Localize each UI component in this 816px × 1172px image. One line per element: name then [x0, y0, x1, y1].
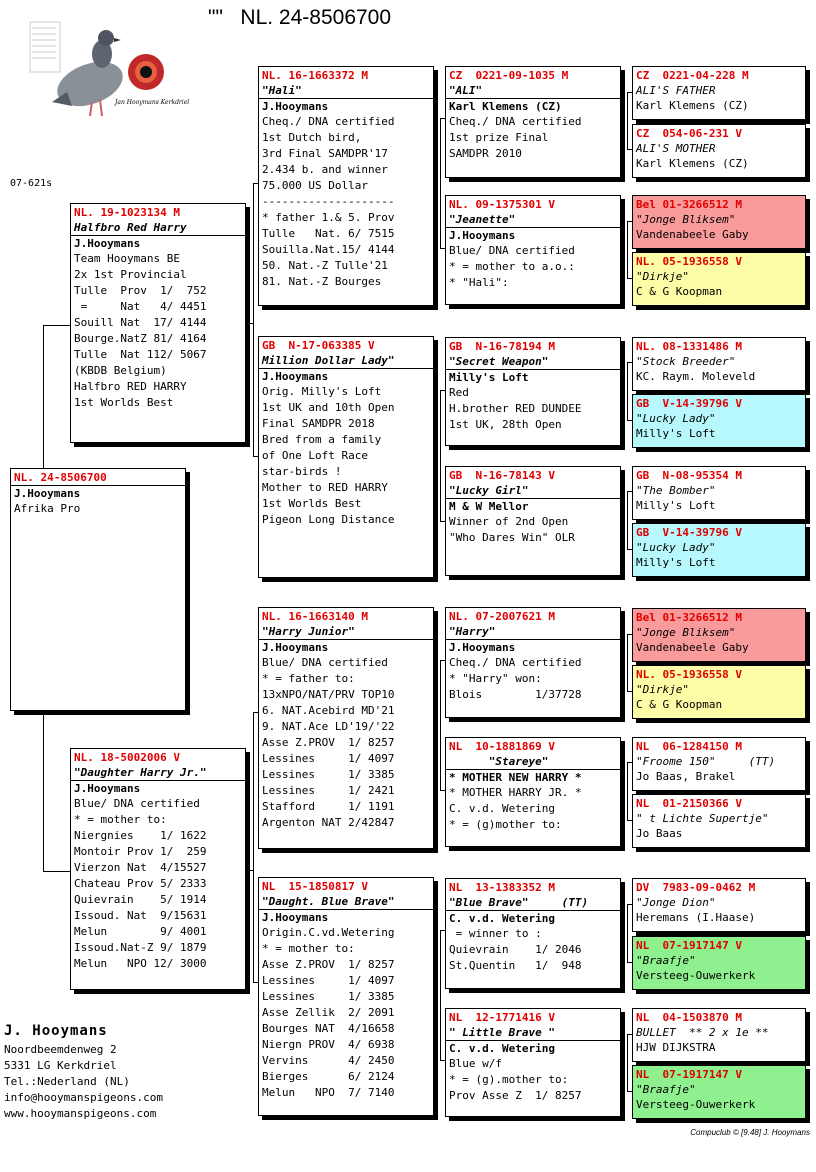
ring-number: NL. 16-1663372 M — [262, 69, 368, 82]
pigeon-name: "The Bomber" — [636, 484, 716, 497]
pigeon-name: Halfbro Red Harry — [71, 220, 245, 236]
owner-name: Versteeg-Ouwerkerk — [636, 969, 756, 982]
ring-number: Bel 01-3266512 M — [636, 611, 742, 624]
info-line: 9. NAT.Ace LD'19/'22 — [262, 720, 395, 733]
ring-number: Bel 01-3266512 M — [636, 198, 742, 211]
ring-number: NL. 09-1375301 V — [449, 198, 555, 211]
info-line: 1st Worlds Best — [74, 396, 174, 409]
info-line: 1st Dutch bird, — [262, 131, 362, 144]
ancestor-card — [632, 608, 806, 662]
pigeon-name: "Daughter Harry Jr." — [71, 765, 245, 781]
info-line: -------------------- — [262, 195, 395, 208]
info-line: Tulle Prov 1/ 752 — [74, 284, 207, 297]
ring-number: GB V-14-39796 V — [636, 397, 742, 410]
owner-name: Milly's Loft — [636, 499, 716, 512]
breeder-contact — [4, 1020, 163, 1122]
breeder-website[interactable]: www.hooymanspigeons.com — [4, 1107, 157, 1120]
logo-caption: Jan Hooymans Kerkdriel — [115, 99, 190, 106]
owner-name: C & G Koopman — [636, 698, 723, 711]
ancestor-card — [632, 1008, 806, 1062]
info-line: * = (g).mother to: — [449, 1073, 569, 1086]
owner-name: J.Hooymans — [74, 782, 141, 795]
ring-number: NL. 24-8506700 — [14, 471, 107, 484]
ring-number: NL 15-1850817 V — [262, 880, 368, 893]
info-line: Lessines 1/ 4097 — [262, 974, 395, 987]
info-line: Montoir Prov 1/ 259 — [74, 845, 207, 858]
pigeon-name: "Braafje" — [636, 1083, 696, 1096]
info-line: 13xNPO/NAT/PRV TOP10 — [262, 688, 395, 701]
info-line: Mother to RED HARRY — [262, 481, 388, 494]
info-line: SAMDPR 2010 — [449, 147, 522, 160]
info-line: * = father to: — [262, 672, 355, 685]
info-line: Vierzon Nat 4/15527 — [74, 861, 207, 874]
info-line: Afrika Pro — [14, 502, 81, 515]
info-line: Melun NPO 7/ 7140 — [262, 1086, 395, 1099]
info-line: Issoud.Nat-Z 9/ 1879 — [74, 941, 207, 954]
pigeon-card — [258, 336, 434, 578]
pigeon-card — [445, 337, 621, 446]
pigeon-card — [445, 195, 621, 305]
info-line: Vervins 4/ 2450 — [262, 1054, 395, 1067]
info-line: Team Hooymans BE — [74, 252, 180, 265]
info-line: Cheq./ DNA certified — [449, 656, 582, 669]
info-line: Argenton NAT 2/42847 — [262, 816, 395, 829]
owner-name: Milly's Loft — [449, 371, 529, 384]
info-line: Winner of 2nd Open — [449, 515, 569, 528]
pigeon-name: "Harry Junior" — [259, 624, 433, 640]
breeder-name: J. Hooymans — [4, 1023, 108, 1039]
info-line: * "Harry" won: — [449, 672, 542, 685]
info-line: * = mother to a.o.: — [449, 260, 575, 273]
info-line: * "Hali": — [449, 276, 509, 289]
info-line: 1st prize Final — [449, 131, 549, 144]
ancestor-card — [632, 195, 806, 249]
ancestor-card — [632, 466, 806, 520]
info-line: 2.434 b. and winner — [262, 163, 388, 176]
owner-name: Vandenabeele Gaby — [636, 641, 749, 654]
info-line: Issoud. Nat 9/15631 — [74, 909, 207, 922]
info-line: Asse Z.PROV 1/ 8257 — [262, 736, 395, 749]
pigeon-card — [445, 1008, 621, 1117]
info-line: 6. NAT.Acebird MD'21 — [262, 704, 395, 717]
info-line: * = (g)mother to: — [449, 818, 562, 831]
owner-name: Vandenabeele Gaby — [636, 228, 749, 241]
owner-name: J.Hooymans — [449, 641, 516, 654]
pigeon-name: "Dirkje" — [636, 683, 689, 696]
info-line: 2x 1st Provincial — [74, 268, 187, 281]
breeder-tel: Tel.:Nederland (NL) — [4, 1075, 130, 1088]
info-line: Chateau Prov 5/ 2333 — [74, 877, 207, 890]
info-line: 50. Nat.-Z Tulle'21 — [262, 259, 388, 272]
ring-number: NL 13-1383352 M — [449, 881, 555, 894]
info-line: Souill Nat 17/ 4144 — [74, 316, 207, 329]
info-line: Red — [449, 386, 469, 399]
info-line: Blue/ DNA certified — [449, 244, 575, 257]
info-line: 1st UK, 28th Open — [449, 418, 562, 431]
pigeon-name: "ALI" — [446, 83, 620, 99]
ring-number: NL 07-1917147 V — [636, 939, 742, 952]
info-line: Melun NPO 12/ 3000 — [74, 957, 207, 970]
pigeon-name: BULLET ** 2 x 1e ** — [636, 1026, 769, 1039]
ancestor-card — [632, 794, 806, 848]
pigeon-name: "Jonge Bliksem" — [636, 213, 736, 226]
owner-name: C & G Koopman — [636, 285, 723, 298]
pigeon-logo — [22, 14, 190, 129]
info-line: Blue/ DNA certified — [262, 656, 388, 669]
ring-number: NL. 08-1331486 M — [636, 340, 742, 353]
ring-number: NL. 18-5002006 V — [74, 751, 180, 764]
pigeon-name: " t Lichte Supertje" — [636, 812, 769, 825]
info-line: Cheq./ DNA certified — [262, 115, 395, 128]
info-line: Niergnies 1/ 1622 — [74, 829, 207, 842]
info-line: (KBDB Belgium) — [74, 364, 167, 377]
ring-number: GB N-17-063385 V — [262, 339, 375, 352]
owner-name: KC. Raym. Moleveld — [636, 370, 756, 383]
pigeon-name: "Stock Breeder" — [636, 355, 736, 368]
ancestor-card — [632, 337, 806, 391]
info-line: Pigeon Long Distance — [262, 513, 395, 526]
pigeon-card — [445, 607, 621, 718]
ring-number: NL. 19-1023134 M — [74, 206, 180, 219]
ancestor-card — [632, 737, 806, 791]
info-line: 1st UK and 10th Open — [262, 401, 395, 414]
info-line: Final SAMDPR 2018 — [262, 417, 375, 430]
info-line: Quievrain 5/ 1914 — [74, 893, 207, 906]
pigeon-name: Million Dollar Lady" — [259, 353, 433, 369]
pigeon-name: "Jonge Dion" — [636, 896, 716, 909]
owner-name: Versteeg-Ouwerkerk — [636, 1098, 756, 1111]
owner-name: J.Hooymans — [262, 911, 329, 924]
pigeon-eye-icon — [128, 54, 164, 90]
ring-number: NL 10-1881869 V — [449, 740, 555, 753]
owner-name: C. v.d. Wetering — [449, 1042, 555, 1055]
info-line: Bierges 6/ 2124 — [262, 1070, 395, 1083]
info-line: Lessines 1/ 4097 — [262, 752, 395, 765]
info-line: Bourge.NatZ 81/ 4164 — [74, 332, 207, 345]
info-line: * father 1.& 5. Prov — [262, 211, 395, 224]
ring-number: CZ 0221-04-228 M — [636, 69, 749, 82]
owner-name: C. v.d. Wetering — [449, 912, 555, 925]
owner-name: Milly's Loft — [636, 427, 716, 440]
software-credit: Compuclub © [9.48] J. Hooymans — [690, 1128, 810, 1137]
ring-number: GB N-16-78143 V — [449, 469, 555, 482]
owner-name: J.Hooymans — [14, 487, 81, 500]
owner-name: J.Hooymans — [449, 229, 516, 242]
pigeon-name: "Stareye" — [446, 754, 620, 770]
info-line: C. v.d. Wetering — [449, 802, 555, 815]
info-line: Orig. Milly's Loft — [262, 385, 382, 398]
pigeon-name: "Lucky Lady" — [636, 541, 716, 554]
pigeon-name: ALI'S FATHER — [636, 84, 716, 97]
pigeon-name: "Lucky Girl" — [446, 483, 620, 499]
ring-number: GB V-14-39796 V — [636, 526, 742, 539]
pigeon-card — [258, 607, 434, 849]
info-line: Tulle Nat 112/ 5067 — [74, 348, 207, 361]
pigeon-card — [258, 66, 434, 306]
info-line: Stafford 1/ 1191 — [262, 800, 395, 813]
info-line: Lessines 1/ 3385 — [262, 990, 395, 1003]
pigeon-name: "Secret Weapon" — [446, 354, 620, 370]
pigeon-name: ALI'S MOTHER — [636, 142, 716, 155]
owner-name: M & W Mellor — [449, 500, 529, 513]
ring-number: NL 12-1771416 V — [449, 1011, 555, 1024]
info-line: * = mother to: — [262, 942, 355, 955]
ring-number: NL. 07-2007621 M — [449, 610, 555, 623]
owner-name: HJW DIJKSTRA — [636, 1041, 716, 1054]
info-line: "Who Dares Win" OLR — [449, 531, 575, 544]
ring-number: NL. 05-1936558 V — [636, 255, 742, 268]
ancestor-card — [632, 878, 806, 932]
pigeon-card — [445, 66, 621, 178]
ancestor-card — [632, 665, 806, 719]
info-line: Cheq./ DNA certified — [449, 115, 582, 128]
info-line: Lessines 1/ 2421 — [262, 784, 395, 797]
owner-name: J.Hooymans — [262, 370, 329, 383]
ancestor-card — [632, 523, 806, 577]
ring-number: NL. 16-1663140 M — [262, 610, 368, 623]
info-line: Blois 1/37728 — [449, 688, 582, 701]
pigeon-name: "Froome 150" (TT) — [636, 755, 776, 768]
pigeon-name: "Jonge Bliksem" — [636, 626, 736, 639]
info-line: 81. Nat.-Z Bourges — [262, 275, 382, 288]
info-line: Melun 9/ 4001 — [74, 925, 207, 938]
info-line: * MOTHER HARRY JR. * — [449, 786, 582, 799]
ring-number: NL 07-1917147 V — [636, 1068, 742, 1081]
info-line: of One Loft Race — [262, 449, 368, 462]
owner-name: J.Hooymans — [262, 641, 329, 654]
info-line: Quievrain 1/ 2046 — [449, 943, 582, 956]
ring-number: GB N-08-95354 M — [636, 469, 742, 482]
pigeon-card — [445, 737, 621, 847]
pigeon-card — [10, 468, 186, 711]
ring-number: NL 06-1284150 M — [636, 740, 742, 753]
pigeon-card — [70, 203, 246, 443]
owner-name: Karl Klemens (CZ) — [449, 100, 562, 113]
breeder-city: 5331 LG Kerkdriel — [4, 1059, 117, 1072]
pigeon-name: "Daught. Blue Brave" — [259, 894, 433, 910]
info-line: = winner to : — [449, 927, 542, 940]
ancestor-card — [632, 936, 806, 990]
owner-name: Jo Baas, Brakel — [636, 770, 736, 783]
info-line: Asse Z.PROV 1/ 8257 — [262, 958, 395, 971]
ancestor-card — [632, 124, 806, 178]
ring-number: NL 04-1503870 M — [636, 1011, 742, 1024]
info-line: * = mother to: — [74, 813, 167, 826]
info-line: Tulle Nat. 6/ 7515 — [262, 227, 395, 240]
info-line: 1st Worlds Best — [262, 497, 362, 510]
owner-name: Milly's Loft — [636, 556, 716, 569]
owner-name: Jo Baas — [636, 827, 683, 840]
ring-number: CZ 054-06-231 V — [636, 127, 742, 140]
info-line: Bourges NAT 4/16658 — [262, 1022, 395, 1035]
pigeon-name: "Harry" — [446, 624, 620, 640]
owner-name: * MOTHER NEW HARRY * — [449, 771, 582, 784]
info-line: Lessines 1/ 3385 — [262, 768, 395, 781]
info-line: Asse Zellik 2/ 2091 — [262, 1006, 395, 1019]
pigeon-card — [445, 466, 621, 576]
info-line: Souilla.Nat.15/ 4144 — [262, 243, 395, 256]
info-line: Niergn PROV 4/ 6938 — [262, 1038, 395, 1051]
ring-number: NL. 05-1936558 V — [636, 668, 742, 681]
info-line: St.Quentin 1/ 948 — [449, 959, 582, 972]
owner-name: Karl Klemens (CZ) — [636, 157, 749, 170]
ring-number: DV 7983-09-0462 M — [636, 881, 756, 894]
ancestor-card — [632, 1065, 806, 1119]
info-line: Halfbro RED HARRY — [74, 380, 187, 393]
ring-number: GB N-16-78194 M — [449, 340, 555, 353]
breeder-address: Noordbeemdenweg 2 — [4, 1043, 117, 1056]
info-line: Origin.C.vd.Wetering — [262, 926, 395, 939]
owner-name: Heremans (I.Haase) — [636, 911, 756, 924]
pedigree-mini-icon — [30, 22, 60, 72]
ancestor-card — [632, 394, 806, 448]
pigeon-card — [258, 877, 434, 1116]
pigeon-name: "Dirkje" — [636, 270, 689, 283]
owner-name: Karl Klemens (CZ) — [636, 99, 749, 112]
pigeon-name: " Little Brave " — [446, 1025, 620, 1041]
pigeon-name: "Braafje" — [636, 954, 696, 967]
pigeon-card — [70, 748, 246, 990]
owner-name: J.Hooymans — [74, 237, 141, 250]
breeder-email[interactable]: info@hooymanspigeons.com — [4, 1091, 163, 1104]
info-line: 75.000 US Dollar — [262, 179, 368, 192]
pigeon-name: "Lucky Lady" — [636, 412, 716, 425]
pigeon-name: "Blue Brave" (TT) — [446, 895, 620, 911]
ancestor-card — [632, 252, 806, 306]
pigeon-card — [445, 878, 621, 989]
info-line: Bred from a family — [262, 433, 382, 446]
pigeon-name: "Hali" — [259, 83, 433, 99]
pedigree-code: 07-621s — [10, 178, 53, 189]
info-line: H.brother RED DUNDEE — [449, 402, 582, 415]
info-line: Blue w/f — [449, 1057, 502, 1070]
pigeon-name: "Jeanette" — [446, 212, 620, 228]
pedigree-title: "" NL. 24-8506700 — [208, 6, 392, 29]
ring-number: CZ 0221-09-1035 M — [449, 69, 569, 82]
ring-number: NL 01-2150366 V — [636, 797, 742, 810]
info-line: Blue/ DNA certified — [74, 797, 200, 810]
info-line: star-birds ! — [262, 465, 342, 478]
owner-name: J.Hooymans — [262, 100, 329, 113]
info-line: 3rd Final SAMDPR'17 — [262, 147, 388, 160]
info-line: = Nat 4/ 4451 — [74, 300, 207, 313]
ancestor-card — [632, 66, 806, 120]
info-line: Prov Asse Z 1/ 8257 — [449, 1089, 582, 1102]
